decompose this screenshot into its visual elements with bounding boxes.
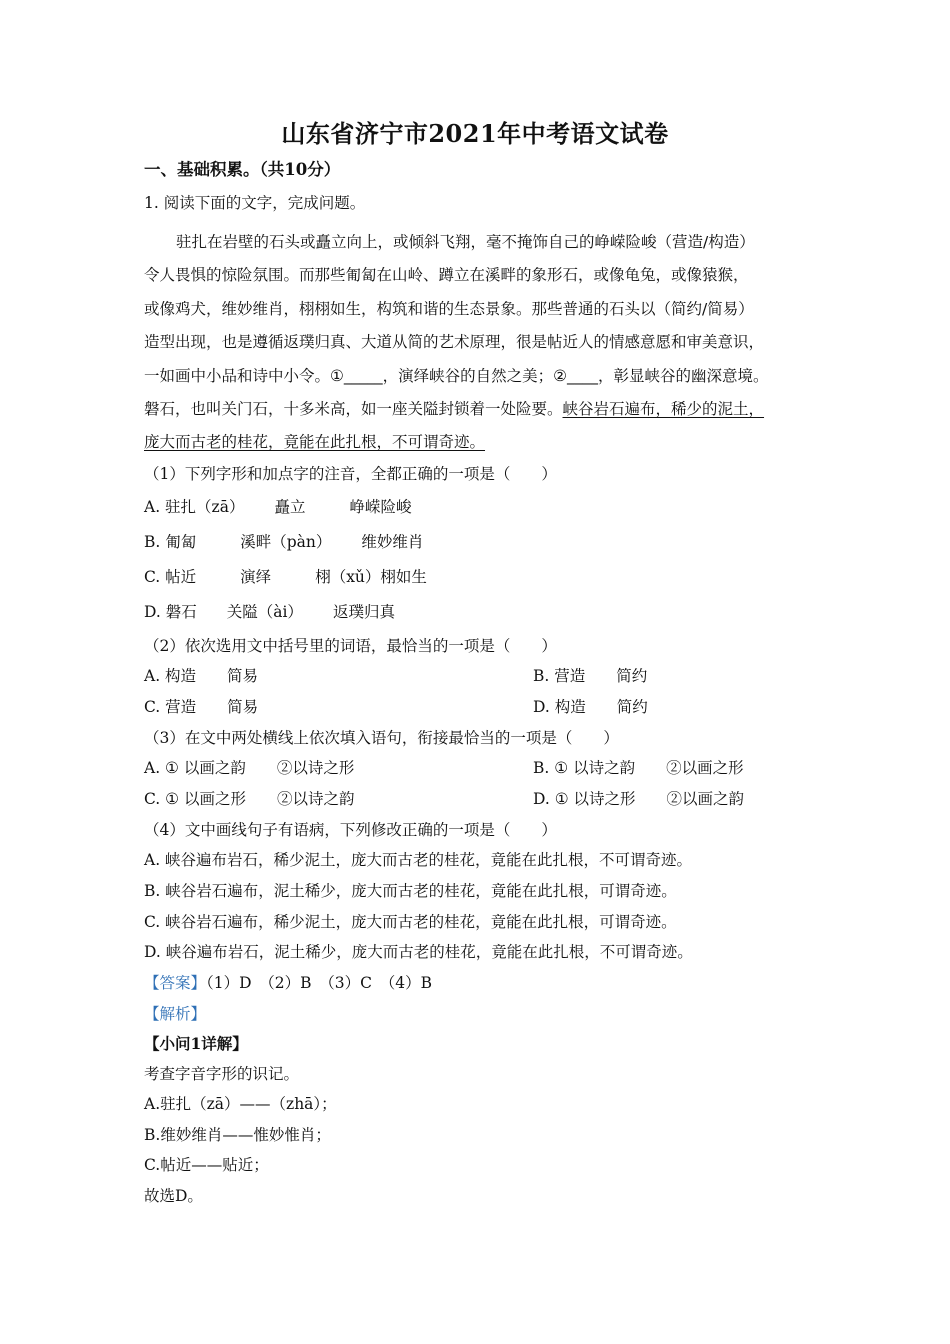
underlined-sentence-cont: 庞大而古老的桂花，竟能在此扎根，不可谓奇迹。 xyxy=(144,433,486,451)
sq2-option-a: A. 构造 简易 xyxy=(144,667,259,685)
sq2-option-b: B. 营造 简约 xyxy=(533,667,648,685)
sq4-option-c: C. 峡谷岩石遍布，稀少泥土，庞大而古老的桂花，竟能在此扎根，可谓奇迹。 xyxy=(144,913,677,931)
detail-label: 【小问1详解】 xyxy=(144,1034,248,1053)
answer-label: 【答案】 xyxy=(144,974,207,992)
sq2-option-d: D. 构造 简约 xyxy=(533,698,648,716)
passage-line-4: 造型出现，也是遵循返璞归真、大道从简的艺术原理，很是帖近人的情感意愿和审美意识， xyxy=(144,333,765,351)
answer-text: （1）D （2）B （3）C （4）B xyxy=(206,974,433,992)
passage-line-1: 驻扎在岩壁的石头或矗立向上，或倾斜飞翔，毫不掩饰自己的峥嵘险峻（营造/构造） xyxy=(176,233,755,251)
subquestion-4-stem: （4）文中画线句子有语病，下列修改正确的一项是（ ） xyxy=(144,821,557,839)
passage-line-6 xyxy=(144,398,764,420)
sq4-option-a: A. 峡谷遍布岩石，稀少泥土，庞大而古老的桂花，竟能在此扎根，不可谓奇迹。 xyxy=(144,851,693,869)
question-intro: 1. 阅读下面的文字，完成问题。 xyxy=(144,194,366,212)
sq1-option-d: D. 磐石 关隘（ài） 返璞归真 xyxy=(144,603,395,621)
detail-line-1: 考查字音字形的识记。 xyxy=(144,1065,300,1083)
sq1-option-c: C. 帖近 演绎 栩（xǔ）栩如生 xyxy=(144,568,427,586)
detail-line-3: B.维妙维肖——惟妙惟肖； xyxy=(144,1126,331,1144)
sq3-option-b: B. ① 以诗之韵 ②以画之形 xyxy=(533,759,744,777)
sq3-option-d: D. ① 以诗之形 ②以画之韵 xyxy=(533,790,745,808)
analysis-label: 【解析】 xyxy=(144,1005,207,1023)
sq3-option-a: A. ① 以画之韵 ②以诗之形 xyxy=(144,759,355,777)
subquestion-2-stem: （2）依次选用文中括号里的词语，最恰当的一项是（ ） xyxy=(144,637,557,655)
passage-sentence: 磐石，也叫关门石，十多米高，如一座关隘封锁着一处险要。 xyxy=(144,400,563,418)
sq3-option-c: C. ① 以画之形 ②以诗之韵 xyxy=(144,790,355,808)
passage-line-5: 一如画中小品和诗中小令。①_____，演绎峡谷的自然之美；②____，彰显峡谷的幽深意境。 xyxy=(144,367,769,385)
underlined-sentence: 峡谷岩石遍布，稀少的泥土， xyxy=(562,400,765,418)
answer-line xyxy=(144,973,432,993)
detail-line-5: 故选D。 xyxy=(144,1187,203,1205)
section-heading: 一、基础积累。（共10分） xyxy=(144,160,341,179)
passage-line-3: 或像鸡犬，维妙维肖，栩栩如生，构筑和谐的生态景象。那些普通的石头以（简约/简易） xyxy=(144,300,754,318)
subquestion-3-stem: （3）在文中两处横线上依次填入语句，衔接最恰当的一项是（ ） xyxy=(144,729,619,747)
sq1-option-a: A. 驻扎（zā） 矗立 峥嵘险峻 xyxy=(144,498,412,516)
subquestion-1-stem: （1）下列字形和加点字的注音，全都正确的一项是（ ） xyxy=(144,465,557,483)
sq2-option-c: C. 营造 简易 xyxy=(144,698,259,716)
sq4-option-b: B. 峡谷岩石遍布，泥土稀少，庞大而古老的桂花，竟能在此扎根，可谓奇迹。 xyxy=(144,882,677,900)
page-title: 山东省济宁市2021年中考语文试卷 xyxy=(281,119,669,148)
sq4-option-d: D. 峡谷遍布岩石，泥土稀少，庞大而古老的桂花，竟能在此扎根，不可谓奇迹。 xyxy=(144,943,693,961)
sq1-option-b: B. 匍匐 溪畔（pàn） 维妙维肖 xyxy=(144,533,424,551)
detail-line-2: A.驻扎（zā）——（zhā）； xyxy=(144,1095,337,1113)
passage-line-2: 令人畏惧的惊险氛围。而那些匍匐在山岭、蹲立在溪畔的象形石，或像龟兔，或像猿猴， xyxy=(144,266,749,284)
detail-line-4: C.帖近——贴近； xyxy=(144,1156,269,1174)
